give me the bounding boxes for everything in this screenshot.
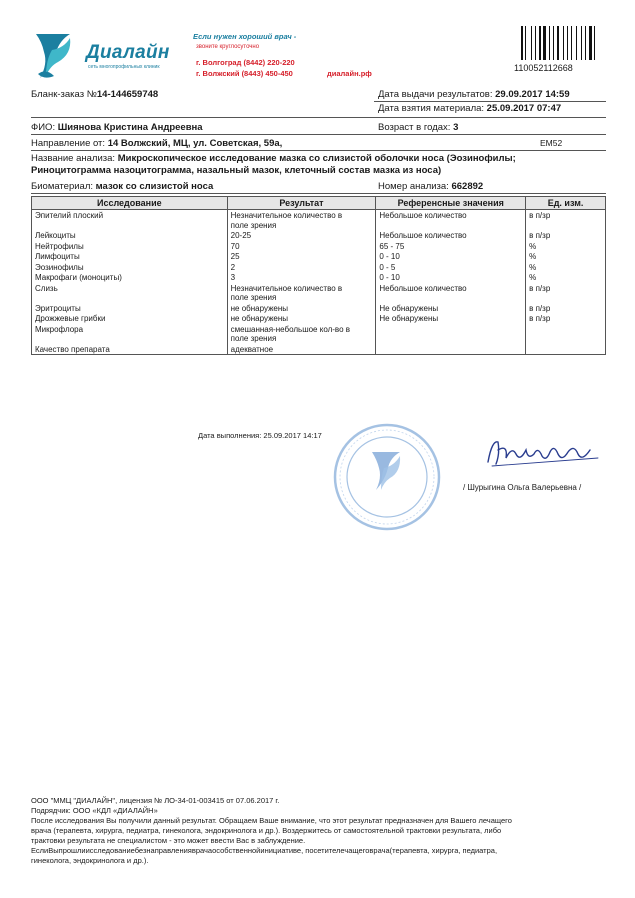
referral-label: Направление от: [31,138,106,149]
table-row [32,344,606,355]
brand-tagline: сеть многопрофильных клиник [88,64,160,70]
cell-test [32,344,228,355]
cell-result-text: адекватное [230,344,274,354]
divider [31,150,606,151]
cell-test-text: Нейтрофилы [35,241,84,251]
cell-result-text: поле зрения [230,220,277,230]
barcode-bar [542,26,543,60]
dialine-logo-icon [30,30,78,82]
cell-result [227,230,376,241]
barcode-bar [565,26,566,60]
analysis-name-2: Риноцитограмма назоцитограмма, назальный мазок, клеточный состав мазка из носа) [31,165,442,176]
barcode-bar [578,26,580,60]
result-date: 29.09.2017 14:59 [495,89,570,100]
col-header-result: Результат [227,197,376,210]
cell-test [32,303,228,314]
barcode-bar [594,26,595,60]
sample-date: 25.09.2017 07:47 [486,103,562,114]
cell-unit [526,283,606,303]
col-header-test: Исследование [32,197,228,210]
cell-test [32,283,228,303]
patient-age-label: Возраст в годах: [378,122,451,133]
barcode [521,26,599,60]
cell-unit-text: в п/зр [529,303,551,313]
table-row [32,251,606,262]
cell-unit-text: % [529,241,537,251]
cell-test-text: Эозинофилы [35,262,84,272]
barcode-bar [596,26,598,60]
cell-test [32,251,228,262]
table-row [32,324,606,344]
footer-note-4: ЕслиВыпрошлиисследованиебезнаправленияврачаособственнойинициативе, посетителечащеговрача(терапевта, хирурга, педиатра, [31,846,498,855]
analysis-line-2 [31,165,441,176]
cell-reference [376,251,526,262]
barcode-bar [557,26,559,60]
done-line [198,431,322,440]
cell-result [227,210,376,231]
cell-result [227,272,376,283]
cell-unit [526,262,606,273]
cell-reference [376,303,526,314]
cell-result-text: 25 [230,252,240,261]
barcode-bar [583,26,585,60]
cell-unit [526,272,606,283]
cell-reference [376,272,526,283]
divider [31,193,606,194]
patient-name: Шиянова Кристина Андреевна [57,122,203,133]
footer-contractor: Подрядчик: ООО «КДЛ «ДИАЛАЙН» [31,806,158,815]
barcode-bar [571,26,572,60]
footer-note-1: После исследования Вы получили данный результат. Обращаем Ваше внимание, что этот результат предназначен для Вашего лечащего [31,816,512,825]
cell-reference [376,210,526,231]
barcode-bar [563,26,564,60]
cell-unit-text: % [529,273,537,282]
biomaterial: мазок со слизистой носа [95,181,214,192]
barcode-bar [524,26,525,60]
barcode-bar [589,26,591,60]
table-row [32,313,606,324]
cell-test-text: Слизь [35,283,58,293]
table-row [32,272,606,283]
divider [31,134,606,135]
cell-reference [376,262,526,273]
barcode-bar [525,26,526,60]
cell-test [32,324,228,344]
cell-result-text: не обнаружены [230,303,289,313]
cell-unit [526,303,606,314]
cell-reference [376,241,526,252]
biomaterial-line [31,181,213,192]
referral: 14 Волжский, МЦ, ул. Советская, 59а, [107,138,283,149]
footer-note-3: трактовки результата не специалистом - это может ввести Вас в заблуждение. [31,836,306,845]
clinic-stamp-icon [332,422,442,532]
patient-name-label: ФИО: [31,122,56,133]
cell-unit-text: в п/зр [529,283,551,293]
cell-result [227,313,376,324]
cell-reference [376,283,526,303]
cell-test-text: Дрожжевые грибки [35,314,106,323]
barcode-bar [576,26,577,60]
cell-unit [526,313,606,324]
cell-result-text: не обнаружены [230,314,289,323]
table-header-row [32,197,606,210]
doctor-name: / Шурыгина Ольга Валерьевна / [463,483,582,492]
cell-reference-text: Небольшое количество [379,283,467,293]
cell-test-text: Микрофлора [35,324,84,334]
cell-test-text: Лимфоциты [35,252,80,261]
cell-test [32,262,228,273]
barcode-bar [587,26,588,60]
cell-test-text: Макрофаги (моноциты) [35,273,122,282]
referral-line [31,138,282,149]
cell-test [32,313,228,324]
signature-icon [482,432,602,472]
done-label: Дата выполнения: [198,431,262,440]
cell-test-text: Качество препарата [35,344,110,354]
cell-reference-text: 0 - 10 [379,252,400,261]
cell-reference [376,313,526,324]
cell-result [227,251,376,262]
phone-volgograd: г. Волгоград (8442) 220-220 [196,58,295,67]
cell-reference-text: 0 - 5 [379,262,396,272]
analysis-name-1: Микроскопическое исследование мазка со слизистой оболочки носа (Эозинофилы; [117,153,516,164]
cell-reference [376,230,526,241]
footer-note-5: гинеколога, эндокринолога и др.). [31,856,149,865]
cell-unit [526,210,606,231]
biomaterial-label: Биоматериал: [31,181,94,192]
cell-reference-text [379,325,522,335]
order-label: Бланк-заказ № [31,89,97,100]
referral-code: EM52 [540,138,563,148]
barcode-bar [547,26,548,60]
cell-result [227,283,376,303]
sample-date-label: Дата взятия материала: [378,103,485,114]
cell-result [227,241,376,252]
cell-unit-text: % [529,262,537,272]
cell-unit-text: в п/зр [529,211,551,220]
barcode-bar [593,26,594,60]
cell-unit [526,251,606,262]
cell-unit [526,324,606,344]
cell-result [227,262,376,273]
col-header-unit: Ед. изм. [526,197,606,210]
cell-unit-text: % [529,252,537,261]
patient-age-line [378,122,458,133]
cell-reference-text [379,345,522,355]
header-slogan: Если нужен хороший врач - [193,32,297,41]
patient-age: 3 [453,122,459,133]
cell-result [227,303,376,314]
footer-license: ООО "ММЦ "ДИАЛАЙН", лицензия № ЛО-34-01-003415 от 07.06.2017 г. [31,796,280,805]
cell-test-text: Эритроциты [35,303,81,313]
table-row [32,283,606,303]
barcode-bar [551,26,553,60]
cell-unit-text [529,325,602,335]
result-date-label: Дата выдачи результатов: [378,89,493,100]
site-link[interactable]: диалайн.рф [327,69,372,78]
analysis-label: Название анализа: [31,153,116,164]
cell-reference-text: 0 - 10 [379,273,400,282]
header-slogan-sub: звоните круглосуточно [196,44,260,50]
cell-unit-text [529,345,602,355]
cell-unit-text: в п/зр [529,231,551,240]
cell-result-text: 20-25 [230,231,252,240]
footer-note-2: врача (терапевта, хирурга, педиатра, гинеколога, эндокринолога и др.). Воздержитесь от самостоятельной трактовки результата, либо [31,826,502,835]
barcode-bar [560,26,562,60]
cell-reference-text: Не обнаружены [379,303,439,313]
results-table [31,196,606,355]
barcode-bar [543,26,545,60]
cell-unit [526,344,606,355]
cell-result-text: поле зрения [230,334,277,343]
cell-reference-text: Небольшое количество [379,211,467,220]
analysis-number-line [378,181,483,192]
table-row [32,230,606,241]
analysis-line [31,153,516,164]
barcode-bar [535,26,536,60]
cell-result-text: Незначительное количество в [230,211,343,220]
done-date: 25.09.2017 14:17 [263,431,322,440]
table-row [32,210,606,231]
cell-reference [376,344,526,355]
cell-result [227,344,376,355]
barcode-bar [521,26,523,60]
analysis-number-label: Номер анализа: [378,181,449,192]
barcode-number: 110052112668 [514,63,573,73]
divider [31,117,606,118]
barcode-bar [581,26,582,60]
order-number: 14-144659748 [96,89,159,100]
barcode-bar [537,26,538,60]
sample-date-line [378,103,561,114]
table-row [32,241,606,252]
patient-name-line [31,122,203,133]
cell-reference-text: Небольшое количество [379,231,467,240]
barcode-bar [533,26,535,60]
barcode-bar [527,26,529,60]
divider [374,101,606,102]
cell-unit [526,230,606,241]
order-number-line [31,89,158,100]
cell-test [32,230,228,241]
table-row [32,262,606,273]
barcode-bar [585,26,586,60]
cell-reference [376,324,526,344]
barcode-bar [569,26,570,60]
cell-result-text: Незначительное количество в [230,283,343,293]
brand-name: Диалайн [86,42,170,63]
cell-test-text: Эпителий плоский [35,211,104,220]
barcode-bar [549,26,550,60]
result-date-line [378,89,570,100]
analysis-number: 662892 [451,181,484,192]
cell-reference-text: 65 - 75 [379,241,405,251]
cell-test-text: Лейкоциты [35,231,76,240]
cell-result-text: 70 [230,241,240,251]
barcode-bar [567,26,569,60]
cell-test [32,241,228,252]
cell-result-text: 3 [230,273,236,282]
cell-unit-text: в п/зр [529,314,551,323]
cell-result-text: поле зрения [230,293,277,302]
col-header-reference: Референсные значения [376,197,526,210]
table-row [32,303,606,314]
cell-unit [526,241,606,252]
phone-volzhsky: г. Волжский (8443) 450-450 [196,69,293,78]
cell-result [227,324,376,344]
cell-result-text: смешанная-небольшое кол-во в [230,324,351,334]
cell-reference-text: Не обнаружены [379,314,439,323]
cell-test [32,272,228,283]
barcode-bar [573,26,575,60]
barcode-bar [539,26,541,60]
barcode-bar [553,26,554,60]
barcode-bar [555,26,556,60]
barcode-bar [531,26,532,60]
cell-test [32,210,228,231]
cell-result-text: 2 [230,262,236,272]
